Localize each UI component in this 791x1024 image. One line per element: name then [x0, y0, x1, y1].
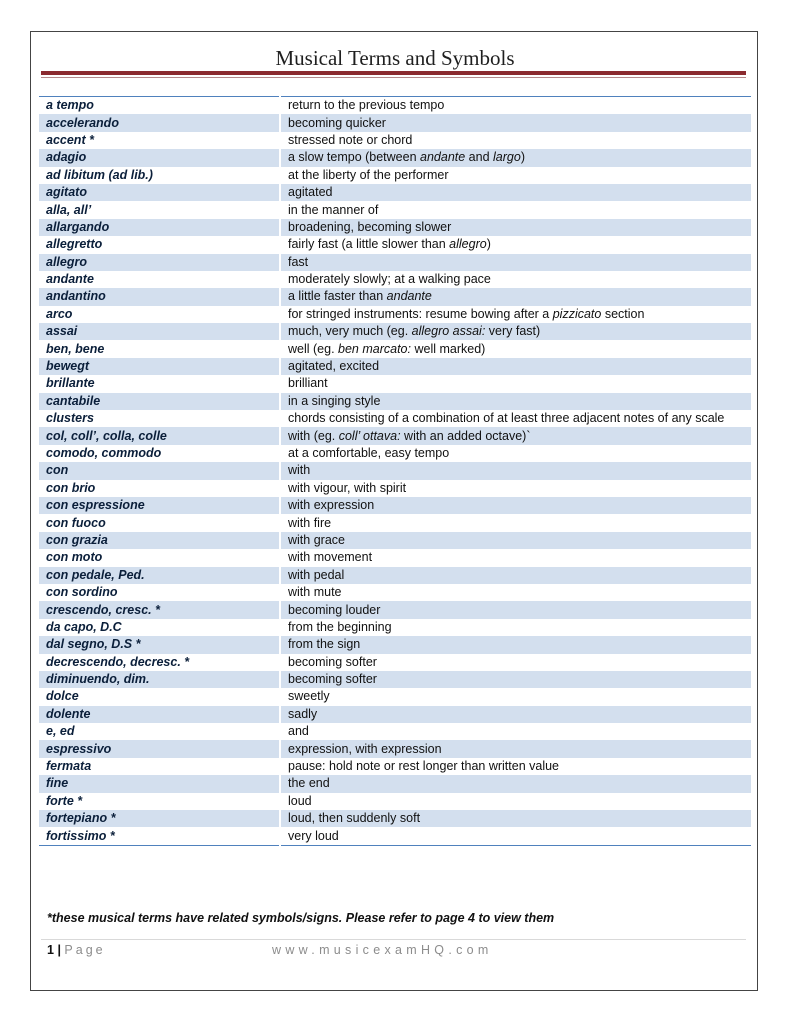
term-name: con sordino [46, 585, 118, 600]
term-row [39, 532, 751, 549]
term-row [39, 601, 751, 618]
term-definition [280, 393, 751, 410]
term-definition [280, 323, 751, 340]
term-row [39, 654, 751, 671]
term-row [39, 810, 751, 827]
definition-text: with (eg. [288, 428, 339, 443]
term-name: da capo, D.C [46, 619, 122, 634]
definition-text: return to the previous tempo [288, 98, 445, 113]
term-definition [280, 497, 751, 514]
term-row [39, 462, 751, 479]
term-row [39, 184, 751, 201]
term-name: forte * [46, 793, 83, 808]
term-definition [280, 254, 751, 271]
term-definition [280, 306, 751, 323]
term-row [39, 114, 751, 131]
definition-text: from the sign [288, 637, 361, 652]
term-definition [280, 184, 751, 201]
definition-italic-text: allegro [449, 237, 487, 252]
term-definition [280, 793, 751, 810]
term-definition [280, 462, 751, 479]
page-title: Musical Terms and Symbols [275, 46, 515, 70]
term-row [39, 671, 751, 688]
term-name: con grazia [39, 532, 280, 549]
term-row [39, 358, 751, 375]
definition-text: stressed note or chord [288, 132, 413, 147]
term-name: ben, bene [46, 341, 105, 356]
definition-text: agitated [288, 185, 333, 200]
term-definition [280, 549, 751, 566]
term-row [39, 688, 751, 705]
term-row [39, 584, 751, 601]
definition-text: very loud [288, 828, 339, 843]
terms-table-body [39, 97, 751, 846]
definition-text: at the liberty of the performer [288, 167, 449, 182]
term-name: brillante [46, 376, 95, 391]
term-row [39, 775, 751, 792]
term-definition [280, 358, 751, 375]
term-row [39, 827, 751, 845]
term-name: con fuoco [46, 515, 106, 530]
term-definition [280, 827, 751, 845]
term-name: fermata [46, 759, 92, 774]
definition-text: loud [288, 793, 312, 808]
term-definition [280, 201, 751, 218]
term-row [39, 236, 751, 253]
symbols-note: *these musical terms have related symbols/signs. Please refer to page 4 to view them [47, 911, 555, 925]
definition-text: chords consisting of a combination of at least three adjacent notes of any scale [288, 411, 725, 426]
definition-text: section [601, 306, 645, 321]
term-name: clusters [46, 411, 94, 426]
definition-italic-text: allegro assai: [411, 324, 486, 339]
definition-text: loud, then suddenly soft [288, 811, 421, 826]
term-definition [280, 288, 751, 305]
definition-text: well (eg. [288, 341, 339, 356]
term-name: ad libitum (ad lib.) [46, 167, 153, 182]
term-row [39, 793, 751, 810]
term-definition [280, 671, 751, 688]
term-name: fine [39, 775, 280, 792]
definition-text: ) [520, 150, 525, 165]
term-definition [280, 114, 751, 131]
term-definition [280, 567, 751, 584]
term-definition [280, 97, 751, 115]
term-definition [280, 584, 751, 601]
term-definition [280, 758, 751, 775]
definition-text: with fire [288, 515, 332, 530]
term-row [39, 549, 751, 566]
term-name: con moto [46, 550, 103, 565]
term-row [39, 706, 751, 723]
term-definition [280, 654, 751, 671]
term-row [39, 723, 751, 740]
definition-text: expression, with expression [288, 741, 442, 756]
term-row [39, 288, 751, 305]
definition-text: with vigour, with spirit [288, 480, 407, 495]
term-name: bewegt [39, 358, 280, 375]
term-definition [280, 480, 751, 497]
term-name: fortepiano * [39, 810, 280, 827]
definition-text: much, very much (eg. [288, 324, 412, 339]
definition-text: sweetly [288, 689, 330, 704]
term-row [39, 254, 751, 271]
term-definition [280, 445, 751, 462]
definition-text: in a singing style [288, 393, 381, 408]
term-definition [280, 271, 751, 288]
term-row [39, 340, 751, 357]
term-row [39, 497, 751, 514]
footer-website: www.musicexamHQ.com [272, 943, 493, 957]
term-name: allegro [39, 254, 280, 271]
definition-italic-text: ben marcato: [338, 341, 411, 356]
definition-italic-text: pizzicato [552, 306, 602, 321]
term-name: con pedale, Ped. [39, 567, 280, 584]
term-name: assai [39, 323, 280, 340]
definition-text: a slow tempo (between [288, 150, 421, 165]
definition-italic-text: andante [420, 150, 466, 165]
term-row [39, 619, 751, 636]
term-row [39, 445, 751, 462]
definition-text: becoming softer [288, 672, 377, 687]
page-separator: | [57, 943, 61, 957]
term-name: con brio [46, 480, 96, 495]
term-definition [280, 740, 751, 757]
definition-text: well marked) [411, 341, 486, 356]
term-definition [280, 132, 751, 149]
term-row [39, 132, 751, 149]
term-row [39, 567, 751, 584]
term-name: allegretto [46, 237, 103, 252]
term-name: andantino [39, 288, 280, 305]
definition-text: the end [288, 776, 330, 791]
term-name: arco [46, 306, 73, 321]
term-definition [280, 723, 751, 740]
term-definition [280, 619, 751, 636]
definition-text: and [288, 724, 309, 739]
definition-italic-text: andante [386, 289, 432, 304]
term-name: fortissimo * [46, 828, 115, 843]
term-name: cantabile [39, 393, 280, 410]
term-name: comodo, commodo [46, 446, 162, 460]
definition-text: brilliant [288, 376, 328, 391]
term-definition [280, 688, 751, 705]
term-row [39, 149, 751, 166]
term-row [39, 427, 751, 444]
page-number: 1 [47, 943, 54, 957]
term-name: crescendo, cresc. * [39, 601, 280, 618]
term-name: col, coll’, colla, colle [39, 427, 280, 444]
term-name: adagio [39, 149, 280, 166]
term-definition [280, 636, 751, 653]
term-definition [280, 219, 751, 236]
page-label: Page [64, 943, 106, 957]
definition-text: with movement [288, 550, 373, 565]
definition-text: with [288, 463, 311, 478]
definition-text: ) [486, 237, 491, 252]
term-name: andante [46, 272, 94, 287]
term-definition [280, 601, 751, 618]
definition-text: with expression [288, 498, 375, 513]
definition-text: for stringed instruments: resume bowing after a [288, 306, 553, 321]
definition-text: becoming quicker [288, 115, 386, 130]
term-definition [280, 167, 751, 184]
definition-italic-text: largo [493, 150, 521, 165]
term-definition [280, 340, 751, 357]
term-name: alla, all’ [46, 202, 92, 217]
term-definition [280, 236, 751, 253]
definition-text: fairly fast (a little slower than [288, 237, 450, 252]
definition-text: very fast) [485, 324, 541, 339]
definition-text: sadly [288, 706, 318, 721]
term-row [39, 375, 751, 392]
definition-text: with grace [288, 532, 345, 547]
term-definition [280, 514, 751, 531]
term-row [39, 740, 751, 757]
term-row [39, 219, 751, 236]
definition-text: with an added octave)` [400, 428, 531, 443]
term-name: con espressione [39, 497, 280, 514]
term-row [39, 514, 751, 531]
term-row [39, 480, 751, 497]
term-row [39, 636, 751, 653]
definition-text: agitated, excited [288, 359, 380, 374]
term-definition [280, 775, 751, 792]
term-definition [280, 149, 751, 166]
term-row [39, 97, 751, 115]
term-definition [280, 706, 751, 723]
term-row [39, 410, 751, 427]
term-row [39, 201, 751, 218]
definition-text: a little faster than [288, 289, 387, 304]
definition-text: with mute [288, 585, 342, 600]
term-row [39, 758, 751, 775]
definition-text: from the beginning [288, 619, 392, 634]
term-name: dolce [46, 689, 79, 704]
definition-text: at a comfortable, easy tempo [288, 446, 450, 460]
term-name: espressivo [39, 740, 280, 757]
term-definition [280, 427, 751, 444]
definition-text: becoming louder [288, 602, 381, 617]
definition-text: broadening, becoming slower [288, 219, 452, 234]
definition-text: and [465, 150, 494, 165]
term-definition [280, 375, 751, 392]
term-row [39, 271, 751, 288]
definition-italic-text: coll’ ottava: [338, 428, 401, 443]
term-row [39, 323, 751, 340]
definition-text: fast [288, 254, 309, 269]
title-rule-thin [41, 77, 746, 78]
definition-text: moderately slowly; at a walking pace [288, 272, 491, 287]
term-name: a tempo [46, 98, 94, 113]
term-row [39, 393, 751, 410]
definition-text: becoming softer [288, 654, 377, 669]
term-name: accent * [46, 132, 94, 147]
term-row [39, 306, 751, 323]
definition-text: in the manner of [288, 202, 379, 217]
footer-rule [41, 939, 746, 940]
term-name: e, ed [46, 724, 75, 739]
term-definition [280, 410, 751, 427]
term-name: dolente [39, 706, 280, 723]
term-row [39, 167, 751, 184]
definition-text: pause: hold note or rest longer than written value [288, 759, 560, 774]
term-definition [280, 532, 751, 549]
term-name: diminuendo, dim. [39, 671, 280, 688]
definition-text: with pedal [288, 567, 345, 582]
term-name: agitato [39, 184, 280, 201]
terms-table [39, 96, 751, 846]
footer-page-indicator [47, 943, 106, 957]
title-rule [41, 71, 746, 75]
term-name: accelerando [39, 114, 280, 131]
term-name: dal segno, D.S * [39, 636, 280, 653]
term-name: con [39, 462, 280, 479]
term-name: decrescendo, decresc. * [46, 654, 190, 669]
term-name: allargando [39, 219, 280, 236]
term-definition [280, 810, 751, 827]
